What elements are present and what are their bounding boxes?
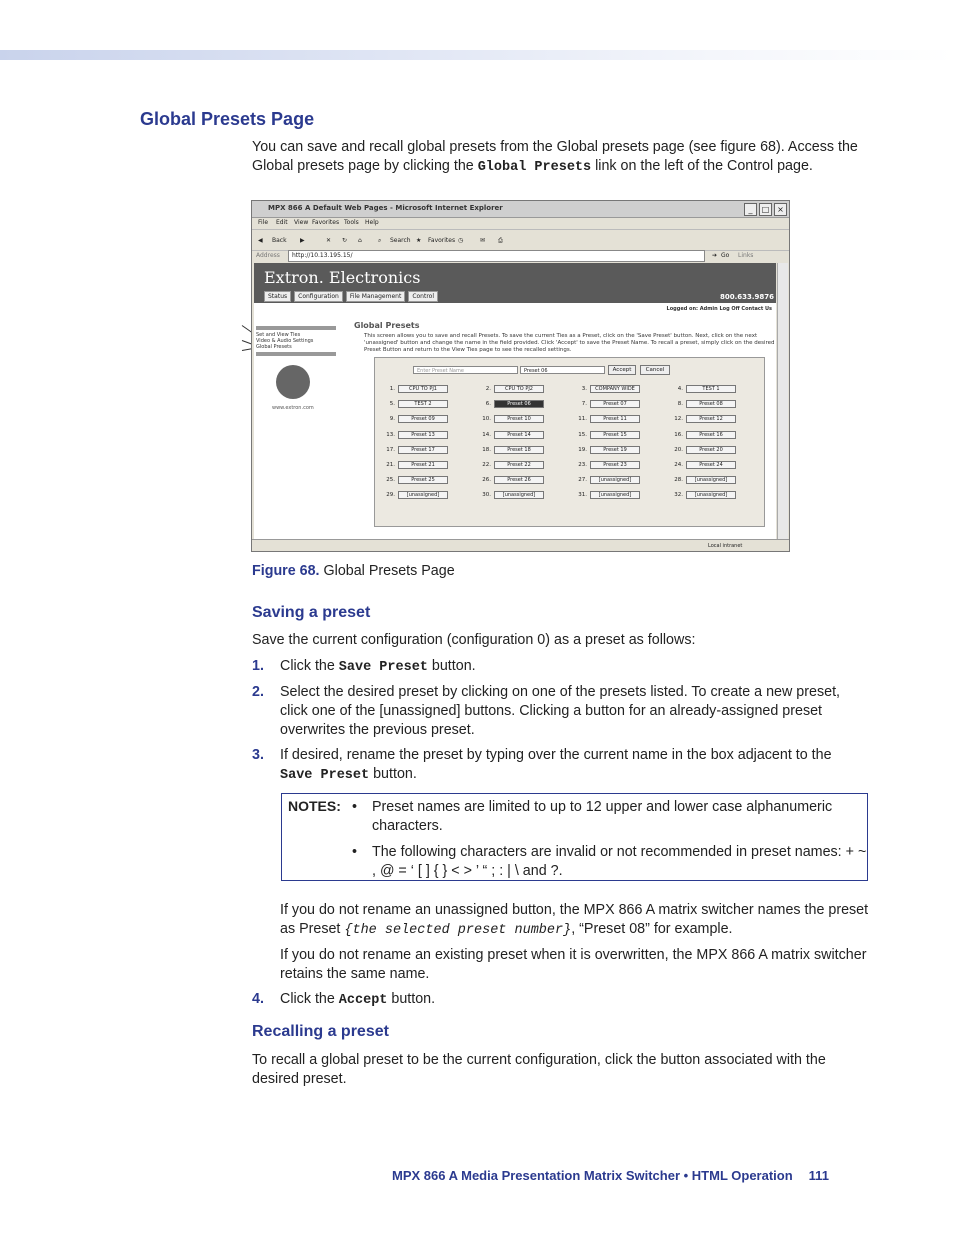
step-text: button. (387, 991, 436, 1007)
preset-name-input[interactable]: Preset 06 (520, 366, 605, 374)
step-text: Select the desired preset by clicking on one of the presets listed. To create a new preset, click one of the [unassigned] buttons. Clicking a button for an already-assigned preset overwrites the previous preset. (280, 684, 841, 738)
preset-button[interactable]: [unassigned] (590, 476, 640, 484)
footer-title: MPX 866 A Media Presentation Matrix Switcher • HTML Operation (392, 1168, 793, 1183)
favorites-icon[interactable]: ★ (416, 237, 422, 244)
preset-button[interactable]: CPU TO PJ1 (398, 385, 448, 393)
step-text: button. (427, 658, 476, 674)
step-number: 2. (252, 684, 264, 700)
step-number: 3. (252, 747, 264, 763)
figure-screenshot (251, 200, 790, 552)
intro-paragraph (252, 138, 858, 177)
step-number: 4. (252, 991, 264, 1007)
back-button[interactable]: Back (272, 237, 287, 244)
preset-button[interactable]: Preset 22 (494, 461, 544, 469)
notes-label: NOTES: (288, 798, 341, 814)
preset-number: 2. (485, 386, 491, 392)
status-bar (252, 539, 789, 552)
preset-number: 6. (485, 401, 491, 408)
preset-number: 10. (482, 416, 491, 423)
preset-button[interactable]: TEST 1 (686, 385, 736, 393)
step-text: button. (369, 766, 417, 782)
browser-toolbar (252, 229, 789, 251)
step-text: If desired, rename the preset by typing over the current name in the box adjacent to the (280, 747, 832, 763)
preset-number: 16. (674, 431, 683, 438)
page-number: 111 (808, 1168, 829, 1183)
page-footer (392, 1168, 829, 1183)
preset-button[interactable]: Preset 25 (398, 476, 448, 484)
para-text: , “Preset 08” for example. (571, 921, 733, 937)
minimize-icon[interactable]: _ (744, 203, 757, 216)
note-text: The following characters are invalid or not recommended in preset names: + ~ , @ = ‘ [ ] { } < > ’ “ ; : | \ and ?. (372, 844, 867, 879)
preset-button[interactable]: Preset 21 (398, 461, 448, 469)
preset-button[interactable]: Preset 20 (686, 446, 736, 454)
website-link[interactable]: www.extron.com (272, 405, 314, 411)
go-button[interactable]: Go (721, 252, 730, 259)
note-text: Preset names are limited to up to 12 upper and lower case alphanumeric characters. (372, 799, 833, 834)
phone-number: 800.633.9876 (719, 293, 774, 301)
sidebar-divider (256, 352, 336, 356)
search-icon[interactable]: ⌕ (378, 237, 382, 244)
preset-button[interactable]: Preset 14 (494, 431, 544, 439)
links-button[interactable]: Links (738, 252, 754, 259)
global-presets-description: This screen allows you to save and recall Presets. To save the current Ties as a Preset, click on the 'Save Preset' button. Next, click on the next 'unassigned' button and change the name in the field provided. Click 'Accept' to save the Preset Name. To recall a preset, simply click on the desired Preset Button and return to the View Ties page to see the recalled settings. (364, 333, 775, 353)
menu-edit[interactable]: Edit (276, 219, 288, 226)
preset-button[interactable]: [unassigned] (590, 491, 640, 499)
preset-number: 8. (677, 401, 683, 408)
preset-number: 17. (386, 446, 395, 453)
step-text: Click the (280, 991, 339, 1007)
global-presets-title: Global Presets (354, 321, 420, 330)
preset-button[interactable]: Preset 08 (686, 400, 736, 408)
extron-logo: Extron. Electronics (264, 268, 421, 287)
extron-emblem-icon (276, 365, 310, 399)
menu-tools[interactable]: Tools (344, 219, 359, 226)
intro-text-2: link on the left of the Control page. (591, 158, 813, 174)
preset-number: 13. (386, 431, 395, 438)
tab-status[interactable]: Status (264, 291, 291, 302)
stop-icon[interactable]: ✕ (326, 237, 332, 244)
preset-button[interactable]: TEST 2 (398, 400, 448, 408)
cancel-button[interactable]: Cancel (640, 365, 670, 375)
sidebar-link-global-presets[interactable]: Global Presets (256, 344, 292, 350)
header-band (0, 50, 954, 60)
menu-bar (252, 217, 789, 229)
preset-button[interactable]: Preset 26 (494, 476, 544, 484)
address-value: http://10.13.195.15/ (292, 252, 353, 259)
refresh-icon[interactable]: ↻ (342, 237, 348, 244)
preset-button[interactable]: Preset 19 (590, 446, 640, 454)
web-page (254, 263, 776, 539)
preset-button[interactable]: Preset 17 (398, 446, 448, 454)
menu-help[interactable]: Help (365, 219, 379, 226)
preset-button[interactable]: Preset 09 (398, 415, 448, 423)
step-text: Click the (280, 658, 339, 674)
intro-text-1: You can save and recall global presets from the Global presets page (see figure 68). Access the Global presets page by clicking the (252, 139, 858, 174)
go-arrow-icon[interactable]: ➔ (712, 252, 718, 259)
address-label: Address (256, 252, 280, 259)
history-icon[interactable]: ◷ (458, 237, 464, 244)
address-input[interactable] (288, 250, 705, 262)
sidebar-link-set-view-ties[interactable]: Set and View Ties (256, 332, 301, 338)
preset-button[interactable]: Preset 18 (494, 446, 544, 454)
preset-number: 28. (674, 477, 683, 484)
preset-button[interactable]: Preset 13 (398, 431, 448, 439)
step-code: Save Preset (338, 660, 428, 675)
close-icon[interactable]: × (774, 203, 787, 216)
rename-paragraph-1 (280, 901, 870, 940)
preset-number: 7. (581, 401, 587, 408)
para-text: If you do not rename an unassigned button, the MPX 866 A matrix switcher names the preset as Preset (280, 902, 869, 937)
preset-number: 26. (482, 477, 491, 484)
preset-button[interactable]: Preset 12 (686, 415, 736, 423)
preset-number: 22. (482, 462, 491, 468)
figure-title: Global Presets Page (319, 563, 455, 579)
back-icon[interactable]: ◀ (258, 237, 263, 244)
preset-number: 14. (482, 431, 491, 438)
preset-number: 4. (677, 386, 683, 392)
saving-heading: Saving a preset (252, 604, 371, 621)
figure-caption (252, 563, 455, 579)
favorites-button[interactable]: Favorites (428, 237, 456, 244)
preset-number: 29. (386, 492, 395, 499)
preset-button[interactable]: [unassigned] (686, 476, 736, 484)
tab-file-management[interactable]: File Management (346, 291, 405, 302)
rename-paragraph-2: If you do not rename an existing preset when it is overwritten, the MPX 866 A matrix switcher retains the same name. (280, 947, 867, 982)
preset-number: 32. (674, 492, 683, 499)
extron-banner (254, 263, 776, 303)
preset-number: 21. (386, 462, 395, 468)
preset-number: 12. (674, 416, 683, 423)
preset-number: 23. (578, 462, 587, 468)
preset-button[interactable]: Preset 15 (590, 431, 640, 439)
para-code: {the selected preset number} (344, 923, 572, 938)
preset-button[interactable]: CPU TO PJ2 (494, 385, 544, 393)
step-code: Accept (338, 993, 388, 1008)
page-title: Global Presets Page (140, 109, 315, 129)
preset-number: 30. (482, 492, 491, 499)
sidebar (256, 324, 336, 358)
preset-number: 18. (482, 446, 491, 453)
preset-number: 27. (578, 477, 587, 484)
preset-number: 11. (578, 416, 587, 423)
step-number: 1. (252, 658, 264, 674)
home-icon[interactable]: ⌂ (358, 237, 362, 244)
preset-name-placeholder[interactable]: Enter Preset Name (413, 366, 518, 374)
address-bar (252, 249, 789, 263)
preset-button[interactable]: Preset 16 (686, 431, 736, 439)
menu-file[interactable]: File (258, 219, 269, 226)
tab-control[interactable]: Control (408, 291, 438, 302)
intro-code: Global Presets (477, 160, 592, 175)
preset-button[interactable]: [unassigned] (398, 491, 448, 499)
mail-icon[interactable]: ✉ (480, 237, 486, 244)
preset-button[interactable]: [unassigned] (494, 491, 544, 499)
step-code: Save Preset (280, 768, 370, 783)
logged-on-info: Logged on: Admin Log Off Contact Us (666, 306, 772, 312)
preset-number: 25. (386, 477, 395, 484)
scrollbar[interactable] (777, 263, 788, 539)
status-zone: Local intranet (708, 543, 743, 549)
sidebar-divider (256, 326, 336, 330)
menu-favorites[interactable]: Favorites (312, 219, 340, 226)
forward-icon[interactable]: ▶ (300, 237, 305, 244)
saving-intro: Save the current configuration (configuration 0) as a preset as follows: (252, 632, 696, 648)
preset-button[interactable]: COMPANY WIDE (590, 385, 640, 393)
search-button[interactable]: Search (390, 237, 411, 244)
window-title: MPX 866 A Default Web Pages - Microsoft Internet Explorer (268, 204, 503, 212)
preset-button[interactable]: Preset 07 (590, 400, 640, 408)
preset-button[interactable]: Preset 10 (494, 415, 544, 423)
notes-box: NOTES: • Preset names are limited to up to 12 upper and lower case alphanumeric characters. • The following characters are invalid or not recommended in preset names: + ~ , @ = ‘ [ ] { } < > ’ “ ; : | \ and ?. (281, 793, 868, 881)
preset-number: 15. (578, 431, 587, 438)
recalling-text: To recall a global preset to be the current configuration, click the button associated with the desired preset. (252, 1052, 826, 1087)
recalling-heading: Recalling a preset (252, 1023, 389, 1040)
preset-button[interactable]: Preset 24 (686, 461, 736, 469)
preset-number: 1. (389, 386, 395, 392)
nav-tabs (264, 291, 438, 302)
tab-configuration[interactable]: Configuration (294, 291, 343, 302)
preset-button[interactable]: Preset 11 (590, 415, 640, 423)
maximize-icon[interactable]: □ (759, 203, 772, 216)
sidebar-link-video-audio[interactable]: Video & Audio Settings (256, 338, 314, 344)
accept-button[interactable]: Accept (608, 365, 636, 375)
print-icon[interactable]: ⎙ (498, 237, 503, 244)
preset-number: 19. (578, 446, 587, 453)
presets-panel (374, 357, 765, 527)
preset-button[interactable]: Preset 06 (494, 400, 544, 408)
preset-number: 24. (674, 462, 683, 468)
window-titlebar (252, 201, 789, 218)
preset-number: 3. (581, 386, 587, 392)
preset-button[interactable]: [unassigned] (686, 491, 736, 499)
preset-number: 20. (674, 446, 683, 453)
preset-number: 31. (578, 492, 587, 499)
preset-number: 5. (389, 401, 395, 408)
preset-button[interactable]: Preset 23 (590, 461, 640, 469)
menu-view[interactable]: View (294, 219, 309, 226)
figure-number: Figure 68. (252, 563, 320, 579)
preset-number: 9. (389, 416, 395, 423)
